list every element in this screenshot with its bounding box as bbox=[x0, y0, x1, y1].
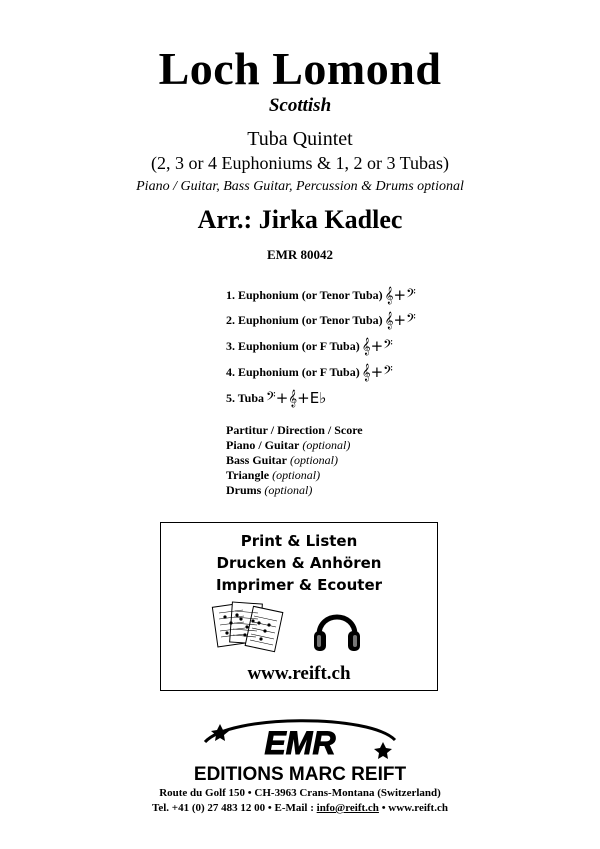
catalog-number: EMR 80042 bbox=[266, 247, 334, 262]
extra-note: (optional) bbox=[290, 453, 339, 467]
promo-line-german: Drucken & Anhören bbox=[216, 554, 382, 572]
instrumentation: (2, 3 or 4 Euphoniums & 1, 2 or 3 Tubas) bbox=[150, 153, 449, 173]
promo-line-english: Print & Listen bbox=[240, 532, 358, 550]
part-item bbox=[226, 337, 393, 355]
extra-name: Bass Guitar bbox=[226, 453, 288, 467]
part-label: 5. Tuba bbox=[226, 390, 265, 405]
print-listen-box bbox=[160, 522, 438, 691]
extra-name: Piano / Guitar bbox=[226, 438, 300, 452]
emr-logo-letters: EMR bbox=[264, 725, 336, 761]
extra-note: (optional) bbox=[272, 468, 321, 482]
extra-item bbox=[226, 468, 320, 483]
clef-icon: 𝄞+𝄢 bbox=[361, 363, 393, 381]
website-link[interactable]: www.reift.ch bbox=[247, 663, 351, 684]
publisher-address: Route du Golf 150 • CH-3963 Crans-Montana (Switzerland) bbox=[159, 787, 441, 799]
extra-name: Triangle bbox=[226, 468, 270, 482]
clef-icon: 𝄞+𝄢 bbox=[361, 337, 393, 355]
extra-name: Partitur / Direction / Score bbox=[226, 423, 363, 437]
extra-item bbox=[226, 423, 363, 438]
subtitle: Scottish bbox=[268, 95, 332, 116]
part-item bbox=[226, 389, 326, 407]
part-item bbox=[226, 286, 416, 304]
part-label: 1. Euphonium (or Tenor Tuba) bbox=[226, 287, 383, 302]
part-label: 4. Euphonium (or F Tuba) bbox=[226, 364, 360, 379]
title: Loch Lomond bbox=[158, 43, 442, 94]
extra-item bbox=[226, 483, 312, 498]
contact-suffix: • www.reift.ch bbox=[378, 802, 448, 814]
extra-item bbox=[226, 438, 350, 453]
part-label: 3. Euphonium (or F Tuba) bbox=[226, 338, 360, 353]
contact-prefix: Tel. +41 (0) 27 483 12 00 • E-Mail : bbox=[152, 802, 317, 814]
extra-note: (optional) bbox=[264, 483, 313, 497]
extra-name: Drums bbox=[226, 483, 262, 497]
ensemble: Tuba Quintet bbox=[247, 128, 353, 150]
clef-icon: 𝄢+𝄞+E♭ bbox=[266, 389, 327, 407]
optional-instruments-line: Piano / Guitar, Bass Guitar, Percussion & Drums optional bbox=[136, 179, 464, 194]
headphones-icon bbox=[311, 601, 363, 657]
sheet-music-icon bbox=[209, 599, 285, 659]
extra-note: (optional) bbox=[302, 438, 351, 452]
publisher-name: EDITIONS MARC REIFT bbox=[193, 764, 407, 785]
publisher-contact bbox=[0, 802, 600, 814]
clef-icon: 𝄞+𝄢 bbox=[384, 311, 416, 329]
promo-line-french: Imprimer & Ecouter bbox=[215, 576, 383, 594]
part-item bbox=[226, 363, 393, 381]
clef-icon: 𝄞+𝄢 bbox=[384, 286, 416, 304]
extra-item bbox=[226, 453, 338, 468]
arranger: Arr.: Jirka Kadlec bbox=[197, 205, 403, 234]
email-link[interactable]: info@reift.ch bbox=[316, 802, 379, 814]
part-item bbox=[226, 311, 416, 329]
emr-logo bbox=[150, 712, 450, 792]
part-label: 2. Euphonium (or Tenor Tuba) bbox=[226, 312, 383, 327]
